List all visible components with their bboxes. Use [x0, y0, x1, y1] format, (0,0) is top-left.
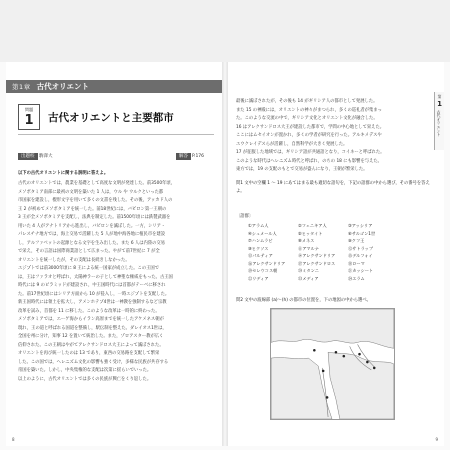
side-tab-number: 1	[437, 100, 442, 108]
answer-tag: 解答	[176, 153, 191, 160]
text-line: 改革を試み，首都を 11 に移した。このような改革は一時的に終わった。	[18, 308, 160, 314]
page-number-right: 9	[435, 437, 438, 442]
side-tab-title: 古代オリエント	[437, 110, 442, 137]
text-line: エジプトでは前3000年頃に 8 王による統一国家が成立した。この王国で	[18, 266, 160, 271]
question-number-box	[18, 104, 40, 130]
map-ancient-orient	[270, 308, 395, 420]
text-line: 時代には 9 のピラミッドが建設され，中王国時代には首都がテーベに移され	[18, 283, 166, 288]
word-bank-item: ⑲セレウコス朝	[248, 268, 278, 273]
word-bank-item: ①アラム人	[248, 223, 269, 228]
question-number: 1	[24, 113, 34, 128]
word-bank	[248, 222, 398, 282]
map-city-marker	[335, 351, 338, 354]
word-bank-item: ⑧メネス	[298, 238, 315, 243]
word-bank-item: ㉑カッシート	[348, 268, 374, 273]
text-line: 東方では，19 の支配のもとで交易が盛んになり，王朝が繁栄した。	[236, 167, 368, 172]
word-bank-item: ⑯アレクサンドリア	[248, 260, 286, 266]
question-body	[18, 180, 214, 384]
word-bank-item: ⑳ミタンニ	[298, 268, 319, 273]
text-line: 全国を州に分け，知事 12 を置いて統治した。また，ゾロアスター教が広く	[18, 334, 164, 339]
right-page	[228, 62, 444, 446]
continued-body	[236, 98, 432, 175]
text-line: ここにはムセイオンが置かれ，多くの学者が研究を行った。アルキメデスや	[236, 133, 382, 138]
text-line: 王 2 が初めてメソポタミアを統一した。前18世紀には，バビロン第一王朝の	[18, 206, 167, 212]
text-line: 古代のオリエントでは，農業を基礎として高度な文明が発達した。前3500年頃，	[18, 181, 175, 186]
text-line: 以上のように，古代オリエントでは多くの民族が興亡をくり返した。	[18, 376, 152, 382]
word-bank-item: ⑭アレクサンドリア	[298, 253, 336, 258]
word-bank-item: ⑪アマルナ	[298, 245, 319, 251]
word-bank-heading: 〔語群〕	[236, 214, 254, 219]
page-number-left: 8	[12, 437, 15, 442]
title-divider	[18, 134, 214, 135]
text-line: た。前17世紀頃にはシリア方面から 10 が侵入し，一時エジプトを支配した。	[18, 291, 170, 297]
map-city-marker	[322, 370, 325, 373]
side-tab-prefix: 第	[437, 94, 442, 99]
word-bank-item: ②フェニキア人	[298, 223, 327, 228]
question-label: 問題	[24, 107, 34, 112]
text-line: は，王はファラオと呼ばれ，太陽神ラーの子として神聖な権威をもった。古王国	[18, 274, 173, 280]
word-bank-item: ⑨クフ王	[348, 238, 365, 243]
text-line: また 15 の神殿には，オリエントの神々がまつられ，多くの巡礼者が集まっ	[236, 107, 382, 113]
text-line: 新王国時代には領土を拡大し，アメンホテプ4世は一神教を強制するなど宗教	[18, 300, 167, 305]
word-bank-item: ⑫サトラップ	[348, 245, 374, 251]
top-margin	[0, 0, 450, 62]
chapter-header-bar	[6, 80, 222, 93]
word-bank-item: ⑮デルフォイ	[348, 253, 373, 258]
text-line: 信仰された。この王朝はやがてアレクサンドロス大王によって滅ぼされた。	[18, 342, 164, 348]
sub-question-2: 問2 文中の波線部 (a)～(h) の都市の位置を，下の地図の中から選べ。	[236, 298, 371, 303]
text-line: 3 王が全メソポタミアを支配し，法典を制定した。前1500年頃には鉄製武器を	[18, 215, 171, 220]
text-line: した。この国では，ヘレニズム文化の影響も強く受け，多様な民族が共存する	[18, 359, 169, 365]
text-line: パレスチナ地方では，海上交易で活躍した 5 人が地中海各地に植民市を建設	[18, 232, 166, 237]
text-line: 16 はアレクサンドロス大王が建設した都市で，学問の中心地として栄えた。	[236, 124, 385, 130]
map-city-marker	[313, 349, 316, 352]
text-line: 帝国を築いた。しかし，中央集権的な支配は次第に揺らいでいった。	[18, 368, 152, 373]
word-bank-item: ⑩ヒクソス	[248, 245, 269, 251]
word-bank-item: ③アッシリア	[348, 223, 373, 228]
answer-page-ref: P.176	[192, 154, 205, 159]
chapter-number: 第1章	[12, 83, 31, 91]
text-line: た。このような交流の中で，ギリシア文化とオリエント文化が融合した。	[236, 116, 378, 121]
word-bank-item: ④シュメール人	[248, 230, 277, 236]
text-line: オリエントを統一したが，その支配は長続きしなかった。	[18, 257, 130, 263]
word-bank-item: ㉒リディア	[248, 275, 269, 281]
text-line: このような時代はヘレニズム時代と呼ばれ，のちの 18 にも影響を与えた。	[236, 158, 382, 164]
map-city-marker	[358, 353, 361, 356]
text-line: オリエントを再び統一したのは 13 であり，東西の交易路を支配して繁栄	[18, 351, 160, 356]
text-line: し，アルファベットの起源となる文字を生み出した。また 6 人は内陸の交易	[18, 240, 166, 246]
chapter-side-tab	[434, 92, 444, 150]
text-line: メソポタミア南部に最初の文明を築いた 1 人は，ウル や ウルクといった都	[18, 189, 164, 195]
text-line: メソポタミアでは，エーゲ海からイラン高原までを統一したアケメネス朝が	[18, 317, 164, 322]
word-bank-item: ⑰アレクサンドロス	[298, 260, 336, 266]
map-city-marker	[343, 355, 346, 358]
map-city-marker	[373, 367, 376, 370]
text-line: 市国家を建設し，楔形文字を用いて多くの文書を残した。その後，アッカド人の	[18, 198, 173, 203]
text-line: 最後に滅ぼされたが，その後も 14 がギリシア人の都市として発展した。	[236, 99, 378, 104]
text-line: 17 が征服した地域では，ギリシア語が共通語となり，コイネーと呼ばれた。	[236, 150, 385, 155]
word-bank-item: ⑱ローマ	[348, 260, 365, 266]
word-bank-item: ㉔エラム	[348, 275, 365, 281]
school-name: 駒澤大	[39, 154, 53, 159]
word-bank-item: ⑤ヒッタイト	[298, 230, 323, 236]
text-line: 用いた 4 人がアナトリアから進出し，バビロンを滅ぼした。一方，シリア・	[18, 223, 166, 229]
map-city-marker	[366, 361, 369, 364]
text-line: で栄え，その言語は国際商業語として広まった。やがて前7世紀に 7 が全	[18, 249, 160, 254]
word-bank-item: ⑥サルゴン1世	[348, 230, 376, 236]
word-bank-item: ㉓メディア	[298, 275, 319, 281]
word-bank-item: ⑦ハンムラビ	[248, 238, 273, 243]
question-lead: 以下の古代オリエントに関する説明に答えよ。	[18, 171, 109, 176]
question-title: 古代オリエントと主要都市	[48, 112, 174, 124]
word-bank-item: ⑬パルティア	[248, 253, 273, 258]
map-city-marker	[326, 396, 329, 399]
text-line: エウクレイデスらが活躍し，自然科学が大きく発展した。	[236, 141, 348, 147]
left-page	[6, 62, 222, 446]
text-line: 現れ，王の道と呼ばれる国道を整備し，駅伝制を整えた。ダレイオス1世は，	[18, 325, 167, 331]
sub-question-1: 問1 文中の空欄 1 ～ 19 にあてはまる最も適切な語句を，下記の語群の中から選び，その番号を答えよ。	[236, 181, 430, 194]
school-tag: 出題校	[18, 153, 38, 160]
chapter-title: 古代オリエント	[36, 82, 89, 91]
